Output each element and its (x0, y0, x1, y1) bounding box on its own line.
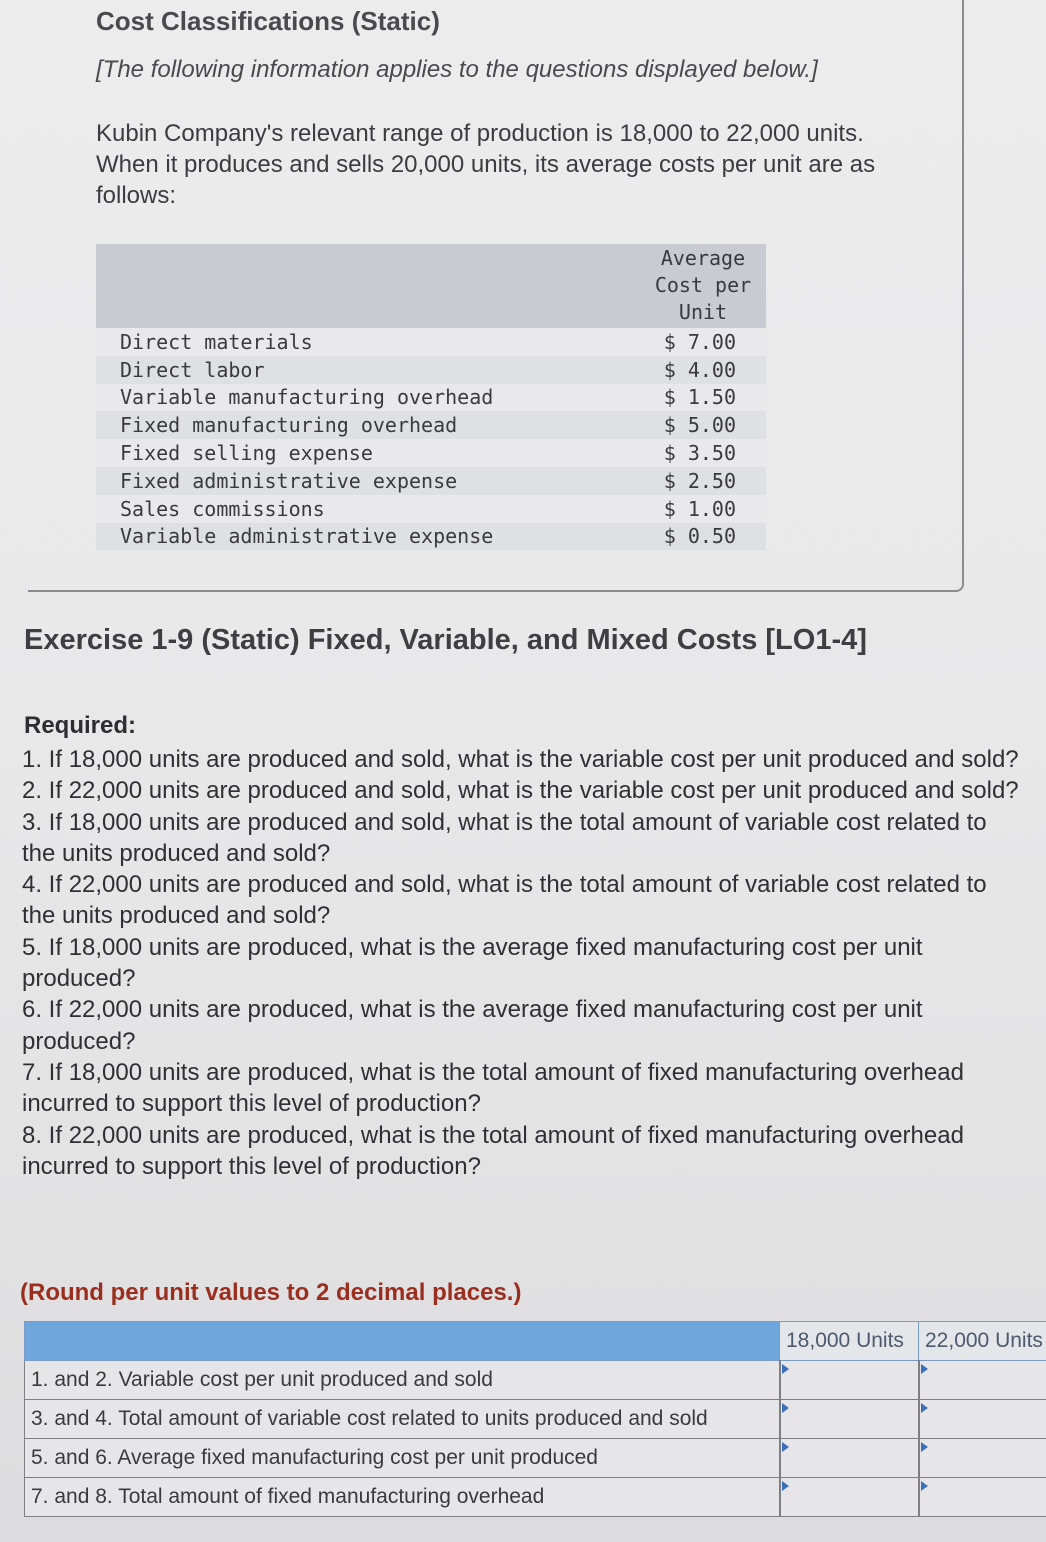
answer-cell-18000[interactable] (780, 1400, 919, 1439)
question-item: 4. If 22,000 units are produced and sold, what is the total amount of variable cost related to the units produced and sold? (22, 871, 987, 930)
total-fixed-mfg-overhead-22000-input[interactable] (920, 1478, 1046, 1516)
answer-row (25, 1478, 1046, 1517)
required-heading: Required: (24, 712, 137, 739)
cost-row-label: Direct labor (96, 356, 640, 384)
cost-row (96, 523, 766, 551)
answer-table (24, 1321, 1046, 1517)
cost-row-label: Fixed selling expense (96, 439, 640, 467)
cost-row (96, 495, 766, 523)
answer-table-blank-header (25, 1322, 780, 1361)
answer-cell-22000[interactable] (919, 1478, 1046, 1517)
question-item: 1. If 18,000 units are produced and sold, what is the variable cost per unit produced and sold? (22, 746, 1019, 773)
answer-row-label: 7. and 8. Total amount of fixed manufacturing overhead (25, 1478, 780, 1517)
cost-row-value: $ 3.50 (640, 439, 766, 467)
cost-row-label: Variable manufacturing overhead (96, 384, 640, 412)
cost-row-label: Fixed manufacturing overhead (96, 411, 640, 439)
answer-cell-22000[interactable] (919, 1361, 1046, 1400)
cost-table-blank-header (96, 244, 640, 328)
avg-fixed-mfg-cost-22000-input[interactable] (920, 1439, 1046, 1477)
answer-row (25, 1361, 1046, 1400)
question-item: 5. If 18,000 units are produced, what is the average fixed manufacturing cost per unit produced? (22, 933, 923, 993)
cost-row-value: $ 0.50 (640, 523, 766, 551)
answer-cell-22000[interactable] (919, 1439, 1046, 1478)
exercise-title: Exercise 1-9 (Static) Fixed, Variable, and Mixed Costs [LO1-4] (24, 624, 867, 656)
cost-row (96, 467, 766, 495)
cost-row (96, 384, 766, 412)
answer-row (25, 1439, 1046, 1478)
avg-fixed-mfg-cost-18000-input[interactable] (781, 1439, 918, 1477)
cost-row-label: Direct materials (96, 328, 640, 356)
cost-row-value: $ 7.00 (640, 328, 766, 356)
cost-table-header-row (96, 244, 766, 328)
cost-row-value: $ 1.00 (640, 495, 766, 523)
round-note: (Round per unit values to 2 decimal places.) (20, 1279, 522, 1306)
card-note: [The following information applies to the questions displayed below.] (96, 56, 818, 83)
cost-row-label: Sales commissions (96, 495, 640, 523)
variable-cost-per-unit-22000-input[interactable] (920, 1361, 1046, 1399)
variable-cost-per-unit-18000-input[interactable] (781, 1361, 918, 1399)
answer-row-label: 3. and 4. Total amount of variable cost related to units produced and sold (25, 1400, 780, 1439)
question-item: 8. If 22,000 units are produced, what is the total amount of fixed manufacturing overhead incurred to support this level of production? (22, 1121, 964, 1180)
card-intro: Kubin Company's relevant range of production is 18,000 to 22,000 units. When it produces and sells 20,000 units, its average costs per unit are as follows: (96, 120, 876, 209)
answer-cell-22000[interactable] (919, 1400, 1046, 1439)
answer-cell-18000[interactable] (780, 1478, 919, 1517)
cost-row (96, 439, 766, 467)
answer-cell-18000[interactable] (780, 1361, 919, 1400)
question-item: 3. If 18,000 units are produced and sold, what is the total amount of variable cost related to the units produced and sold? (22, 808, 987, 867)
answer-row-label: 5. and 6. Average fixed manufacturing cost per unit produced (25, 1439, 780, 1478)
total-variable-cost-22000-input[interactable] (920, 1400, 1046, 1438)
question-item: 2. If 22,000 units are produced and sold, what is the variable cost per unit produced and sold? (22, 777, 1019, 805)
cost-row-label: Variable administrative expense (96, 523, 640, 551)
cost-row (96, 356, 766, 384)
column-header-18000: 18,000 Units (780, 1322, 919, 1361)
card-title: Cost Classifications (Static) (96, 6, 440, 36)
total-fixed-mfg-overhead-18000-input[interactable] (781, 1478, 918, 1516)
cost-row (96, 411, 766, 439)
cost-row-value: $ 4.00 (640, 356, 766, 384)
column-header-22000: 22,000 Units (919, 1322, 1046, 1361)
cost-row-value: $ 2.50 (640, 467, 766, 495)
total-variable-cost-18000-input[interactable] (781, 1400, 918, 1438)
cost-table-column-header (640, 244, 766, 328)
answer-table-header-row (25, 1322, 1046, 1361)
answer-cell-18000[interactable] (780, 1439, 919, 1478)
question-list (22, 744, 1022, 1182)
cost-row (96, 328, 766, 356)
question-item: 7. If 18,000 units are produced, what is the total amount of fixed manufacturing overhead incurred to support this level of production? (22, 1058, 964, 1118)
question-item: 6. If 22,000 units are produced, what is the average fixed manufacturing cost per unit produced? (22, 996, 923, 1055)
cost-table (96, 244, 766, 550)
cost-row-value: $ 1.50 (640, 384, 766, 412)
header-line-1: Average (660, 246, 746, 270)
answer-row (25, 1400, 1046, 1439)
header-line-2: Cost per (654, 273, 752, 297)
header-line-3: Unit (678, 300, 728, 324)
cost-row-value: $ 5.00 (640, 411, 766, 439)
answer-row-label: 1. and 2. Variable cost per unit produced and sold (25, 1361, 780, 1400)
cost-row-label: Fixed administrative expense (96, 467, 640, 495)
